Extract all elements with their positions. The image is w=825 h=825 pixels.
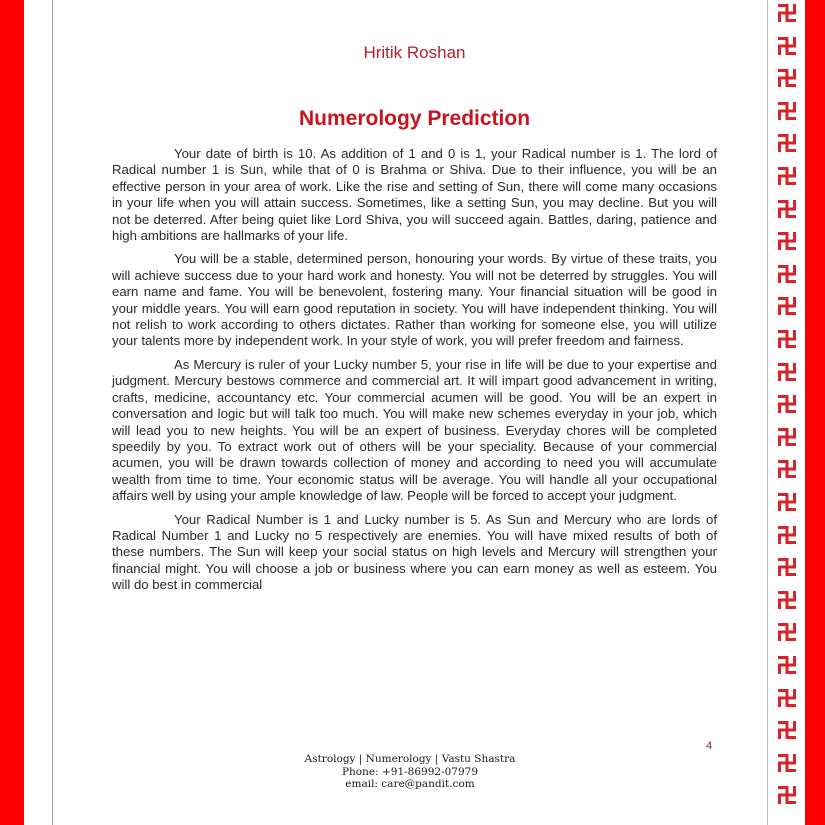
- swastika-icon: [776, 719, 798, 741]
- client-name-header: Hritik Roshan: [363, 43, 466, 62]
- swastika-icon: [776, 393, 798, 415]
- swastika-icon: [776, 458, 798, 480]
- swastika-icon: [776, 361, 798, 383]
- swastika-icon: [776, 100, 798, 122]
- swastika-icon: [776, 654, 798, 676]
- swastika-icon: [776, 556, 798, 578]
- swastika-icon: [776, 687, 798, 709]
- paragraph-compatibility: Your Radical Number is 1 and Lucky number is 5. As Sun and Mercury who are lords of Radical Number 1 and Lucky no 5 respectively are enemies. You will have mixed results of both of these numbers. The Sun will keep your social status on high levels and Mercury will strengthen your financial might. You will choose a job or business where you can earn money as well as esteem. You will do best in commercial: [112, 511, 717, 593]
- footer-phone: Phone: +91-86992-07979: [341, 765, 479, 778]
- page-number: 4: [706, 740, 713, 752]
- swastika-icon: [776, 67, 798, 89]
- swastika-icon: [776, 2, 798, 24]
- paragraph-lucky-number: As Mercury is ruler of your Lucky number 5, your rise in life will be due to your expertise and judgment. Mercury bestows commerce and commercial art. It will impart good advancement in writing, crafts, medicine, accountancy etc. Your commercial acumen will be good. You will be an expert in conversation and logic but will talk too much. You will make new schemes everyday in your job, which will lead you to new heights. You will be an expert of business. Everyday chores will be completed speedily by you. To extract work out of others will be your speciality. Because of your commercial acumen, you will be drawn towards collection of money and according to need you will accumulate wealth from time to time. Your economic status will be average. You will handle all your occupational affairs well by using your ample knowledge of law. People will be forced to accept your judgment.: [112, 356, 717, 504]
- paragraph-radical-number: Your date of birth is 10. As addition of 1 and 0 is 1, your Radical number is 1. The lord of Radical number 1 is Sun, while that of 0 is Brahma or Shiva. Due to their influence, you will be an effective person in your area of work. Like the rise and setting of Sun, there will come many occasions in your life when you will attain success. Sometimes, like a setting Sun, you may decline. But you will not be deterred. After being quiet like Lord Shiva, you will succeed again. Battles, daring, patience and high ambitions are hallmarks of your life.: [112, 146, 717, 244]
- swastika-icon: [776, 132, 798, 154]
- footer-email: email: care@pandit.com: [345, 778, 475, 790]
- swastika-icon: [776, 621, 798, 643]
- swastika-icon: [776, 295, 798, 317]
- decorative-symbol-column: [772, 0, 802, 825]
- swastika-icon: [776, 198, 798, 220]
- swastika-icon: [776, 35, 798, 57]
- prediction-body: [112, 146, 717, 601]
- footer-contact: [280, 753, 540, 791]
- swastika-icon: [776, 589, 798, 611]
- footer-services: Astrology | Numerology | Vastu Shastra: [304, 753, 516, 765]
- swastika-icon: [776, 263, 798, 285]
- swastika-icon: [776, 230, 798, 252]
- swastika-icon: [776, 328, 798, 350]
- swastika-icon: [776, 752, 798, 774]
- swastika-icon: [776, 426, 798, 448]
- left-border-band: [0, 0, 24, 825]
- swastika-icon: [776, 784, 798, 806]
- paragraph-personality: You will be a stable, determined person, honouring your words. By virtue of these traits, you will achieve success due to your hard work and honesty. You will not be deterred by struggles. You will earn name and fame. You will be benevolent, fostering many. Your financial situation will be good in your middle years. You will earn good reputation in society. You will have independent thinking. You will not relish to work according to others dictates. Rather than working for someone else, you will utilize your talents more by independent work. In your style of work, you will prefer freedom and fairness.: [112, 251, 717, 349]
- swastika-icon: [776, 524, 798, 546]
- page-title: Numerology Prediction: [298, 107, 531, 130]
- right-margin-line: [767, 0, 768, 825]
- swastika-icon: [776, 165, 798, 187]
- left-margin-line: [52, 0, 53, 825]
- right-border-band: [805, 0, 825, 825]
- swastika-icon: [776, 491, 798, 513]
